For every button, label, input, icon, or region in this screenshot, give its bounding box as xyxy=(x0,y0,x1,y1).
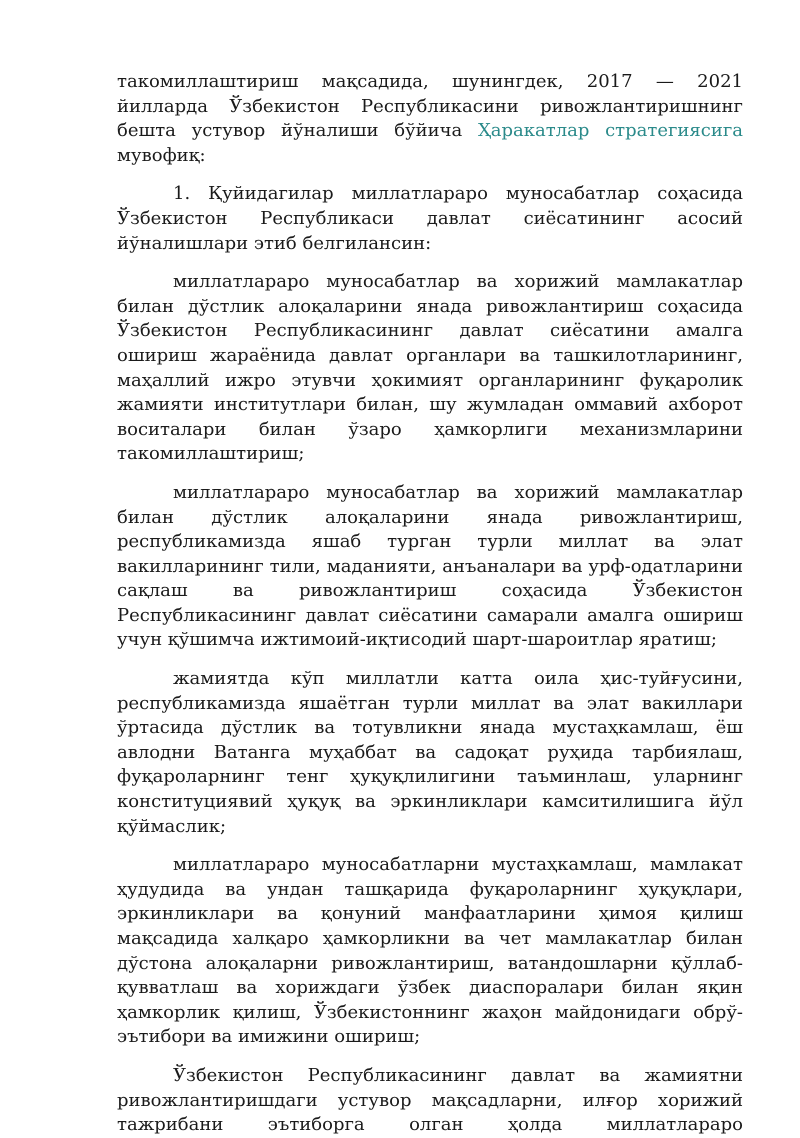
paragraph-coordination: миллатлараро муносабатлар ва хорижий мамлакатлар билан дўстлик алоқаларини янада ривожлантириш соҳасида Ўзбекистон Республикасининг давлат сиёсатини амалга ошириш жараёнида давлат органлари ва ташкилотларининг, маҳаллий ижро этувчи ҳокимият органларининг фуқаролик жамияти институтлари билан, шу жумладан оммавий ахборот воситалари билан ўзаро ҳамкорлиги механизмларини такомиллаштириш; xyxy=(117,271,743,465)
paragraph-priorities: Ўзбекистон Республикасининг давлат ва жамиятни ривожлантиришдаги устувор мақсадларни, илғор хорижий тажрибани эътиборга олган ҳолда миллатлараро xyxy=(117,1064,743,1136)
action-strategy-link[interactable]: Ҳаракатлар стратегиясига xyxy=(477,120,744,142)
paragraph-friendship: жамиятда кўп миллатли катта оила ҳис-туйғусини, республикамизда яшаётган турли миллат ва элат вакиллари ўртасида дўстлик ва тотувликни янада мустаҳкамлаш, ёш авлодни Ватанга муҳаббат ва садоқат руҳида тарбиялаш, фуқароларнинг тенг ҳуқуқлилигини таъминлаш, уларнинг конституциявий ҳуқуқ ва эркинликлари камситилишига йўл қўймаслик; xyxy=(117,668,743,837)
paragraph-conditions: миллатлараро муносабатлар ва хорижий мамлакатлар билан дўстлик алоқаларини янада ривожлантириш, республикамизда яшаб турган турли миллат ва элат вакилларининг тили, маданияти, анъаналари ва урф-одатларини сақлаш ва ривожлантириш соҳасида Ўзбекистон Республикасининг давлат сиёсатини самарали амалга ошириш учун қўшимча ижтимоий-иқтисодий шарт-шароитлар яратиш; xyxy=(117,481,743,651)
paragraph-intro-tail: мувофиқ: xyxy=(117,144,206,166)
paragraph-intro xyxy=(117,70,743,168)
paragraph-item-1: 1. Қуйидагилар миллатлараро муносабатлар соҳасида Ўзбекистон Республикаси давлат сиёсатининг асосий йўналишлари этиб белгилансин: xyxy=(117,183,743,254)
paragraph-intro-text: такомиллаштириш мақсадида, шунингдек, 2017 — 2021 йилларда Ўзбекистон Республикасини ривожлантиришнинг бешта устувор йўналиши бўйича xyxy=(117,71,743,142)
paragraph-international: миллатлараро муносабатларни мустаҳкамлаш, мамлакат ҳудудида ва ундан ташқарида фуқароларнинг ҳуқуқлари, эркинликлари ва қонуний манфаатларини ҳимоя қилиш мақсадида халқаро ҳамкорликни ва чет мамлакатлар билан дўстона алоқаларни ривожлантириш, ватандошларни қўллаб-қувватлаш ва хориждаги ўзбек диаспоралари билан яқин ҳамкорлик қилиш, Ўзбекистоннинг жаҳон майдонидаги обрў-эътибори ва имижини ошириш; xyxy=(117,854,743,1048)
document-page xyxy=(117,70,743,1138)
